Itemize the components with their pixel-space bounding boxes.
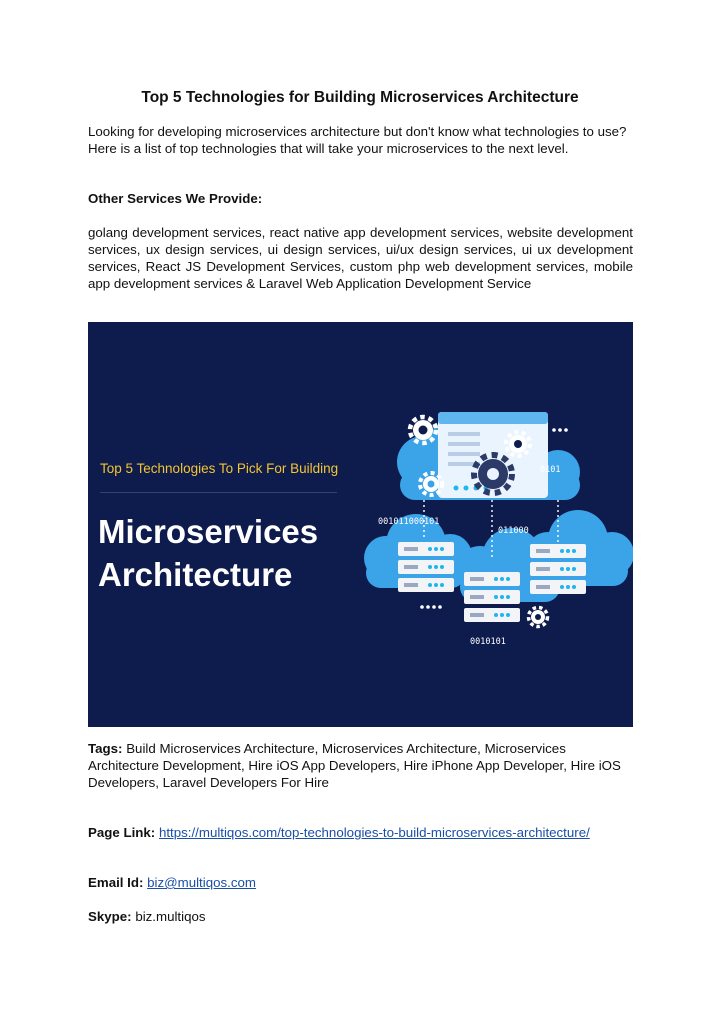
email-link[interactable]: biz@multiqos.com [147, 875, 256, 890]
server-stack-icon [398, 542, 454, 592]
tags-label: Tags: [88, 741, 123, 756]
page-title: Top 5 Technologies for Building Microservices Architecture [141, 89, 579, 106]
tags-paragraph [88, 740, 633, 791]
email-label: Email Id: [88, 875, 144, 890]
tags-value: Build Microservices Architecture, Microservices Architecture, Microservices Architecture Development, Hire iOS App Developers, Hire iPhone App Developer, Hire iOS Developers, Laravel Developers For Hire [88, 741, 621, 790]
skype-value: biz.multiqos [135, 909, 206, 924]
server-stack-icon [530, 544, 586, 594]
skype-paragraph [88, 908, 633, 925]
binary-text: 0101 [540, 465, 561, 475]
hero-subtitle: Top 5 Technologies To Pick For Building [100, 461, 339, 476]
email-paragraph [88, 874, 633, 891]
hero-heading [98, 510, 318, 596]
hero-heading-line1: Microservices [98, 513, 319, 550]
hero-image [88, 322, 633, 727]
services-list: golang development services, react native app development services, website development services, ux design services, ui design services, ui/ux design services, ui ux development services, React JS Development Services, custom php web development services, mobile app development services & Laravel Web Application Development Service [88, 225, 633, 291]
gear-icon [529, 608, 548, 627]
server-stack-icon [464, 572, 520, 622]
page-link-label: Page Link: [88, 825, 156, 840]
binary-text: 001011000101 [378, 517, 440, 527]
page-link[interactable]: https://multiqos.com/top-technologies-to-build-microservices-architecture/ [158, 825, 590, 840]
page-link-paragraph [88, 824, 633, 841]
binary-text: 011000 [498, 526, 529, 536]
hero-divider [100, 492, 337, 493]
binary-text: 0010101 [470, 637, 506, 647]
intro-paragraph: Looking for developing microservices architecture but don't know what technologies to use? Here is a list of top technologies that will take your microservices to the next level. [88, 124, 627, 156]
services-heading: Other Services We Provide: [88, 191, 263, 206]
skype-label: Skype: [88, 909, 132, 924]
hero-heading-line2: Architecture [98, 556, 293, 593]
